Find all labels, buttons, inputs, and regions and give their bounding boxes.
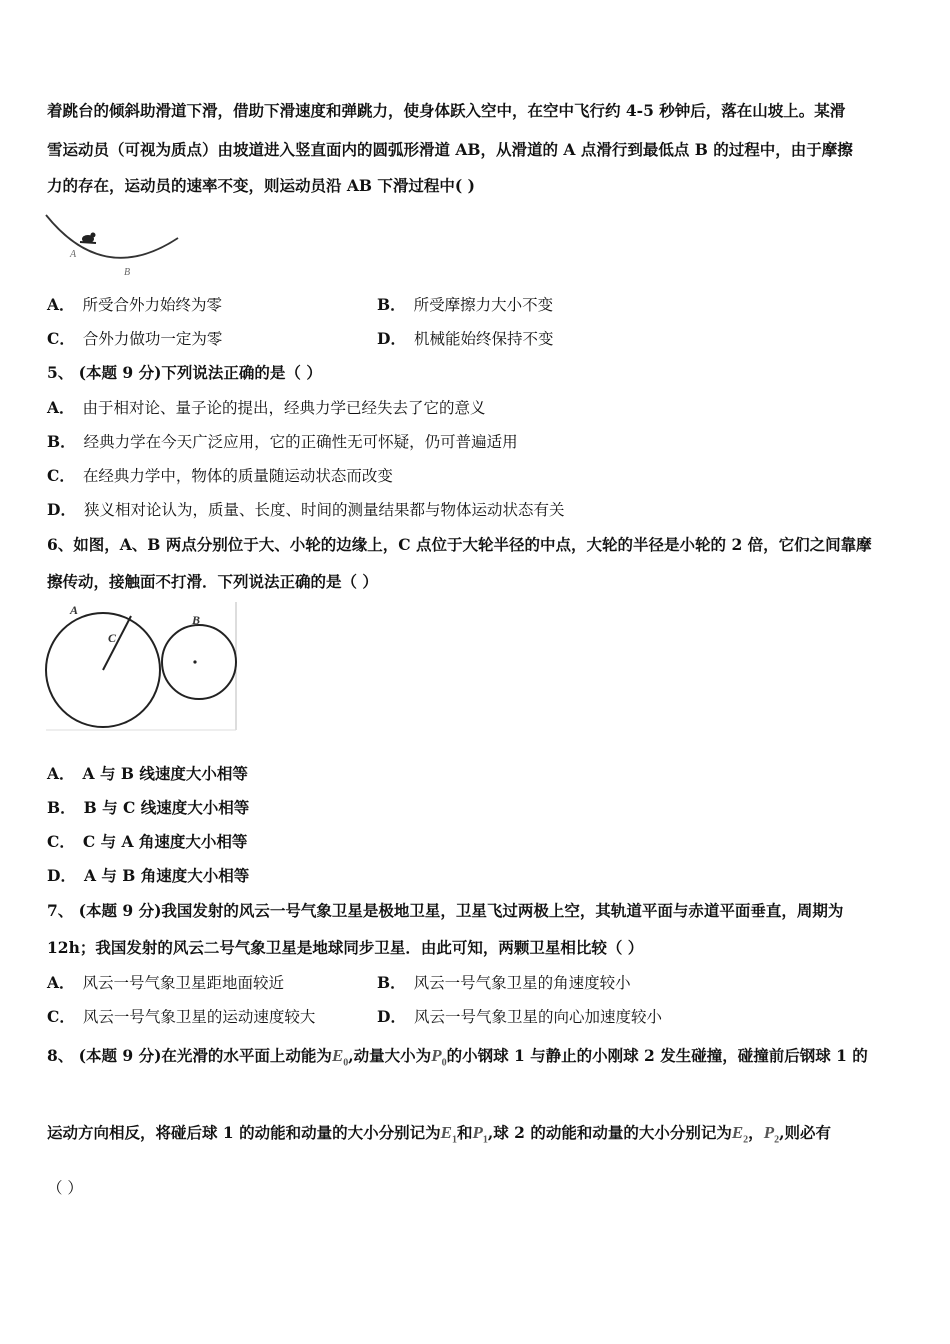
symbol-E1: $E_1$ [440, 1123, 457, 1146]
q4-fig-label-a: A [70, 249, 77, 260]
q6-option-a: A． A 与 B 线速度大小相等 [47, 764, 248, 783]
symbol-P1: $P_1$ [472, 1123, 488, 1146]
q7-option-c: C． 风云一号气象卫星的运动速度较大 [47, 1007, 316, 1026]
q7-stem-line-1: 7、 (本题 9 分)我国发射的风云一号气象卫星是极地卫星，卫星飞过两极上空，其轨道平面与赤道平面垂直，周期为 [47, 901, 844, 920]
q4-option-d: D． 机械能始终保持不变 [377, 329, 554, 348]
symbol-P0: $P_0$ [431, 1046, 447, 1069]
q4-stem-line-1: 着跳台的倾斜助滑道下滑，借助下滑速度和弹跳力，使身体跃入空中，在空中飞行约 4-5 秒钟后，落在山坡上。某滑 [47, 101, 846, 120]
q5-option-c: C． 在经典力学中，物体的质量随运动状态而改变 [47, 466, 393, 485]
q7-option-d: D． 风云一号气象卫星的向心加速度较小 [377, 1007, 662, 1026]
q4-stem-line-2: 雪运动员（可视为质点）由坡道进入竖直面内的圆弧形滑道 AB，从滑道的 A 点滑行到最低点 B 的过程中，由于摩擦 [47, 140, 853, 159]
q6-option-b: B． B 与 C 线速度大小相等 [47, 798, 250, 817]
q6-wheels-figure [44, 600, 240, 734]
q6-option-c: C． C 与 A 角速度大小相等 [47, 832, 248, 851]
q4-option-b: B． 所受摩擦力大小不变 [377, 295, 554, 314]
q7-option-b: B． 风云一号气象卫星的角速度较小 [377, 973, 631, 992]
q8-stem-line-1: 8、 (本题 9 分)在光滑的水平面上动能为$E_0$,动量大小为$P_0$的小钢球 1 与静止的小刚球 2 发生碰撞，碰撞前后钢球 1 的 [47, 1046, 868, 1069]
q5-option-b: B． 经典力学在今天广泛应用，它的正确性无可怀疑，仍可普遍适用 [47, 432, 518, 451]
q4-option-a: A． 所受合外力始终为零 [47, 295, 223, 314]
q4-fig-label-b: B [124, 267, 131, 278]
q8-answer-paren: （ ） [47, 1179, 83, 1197]
symbol-P2: $P_2$ [763, 1123, 780, 1146]
q5-stem: 5、 (本题 9 分)下列说法正确的是（ ） [47, 363, 322, 382]
q6-stem-line-2: 擦传动，接触面不打滑．下列说法正确的是（ ） [47, 572, 378, 591]
small-wheel [162, 625, 236, 699]
q6-fig-label-c: C [108, 631, 117, 645]
q7-stem-line-2: 12h；我国发射的风云二号气象卫星是地球同步卫星．由此可知，两颗卫星相比较（ ） [47, 938, 644, 957]
skier-icon [80, 233, 96, 244]
q6-stem-line-1: 6、如图，A、B 两点分别位于大、小轮的边缘上，C 点位于大轮半径的中点，大轮的半径是小轮的 2 倍，它们之间靠摩 [47, 535, 872, 554]
q4-ski-slope-figure [44, 212, 184, 282]
symbol-E2: $E_2$ [731, 1123, 749, 1146]
symbol-E0: $E_0$ [331, 1046, 349, 1069]
q6-fig-label-b: B [192, 613, 201, 627]
q7-option-a: A． 风云一号气象卫星距地面较近 [47, 973, 285, 992]
q4-option-c: C． 合外力做功一定为零 [47, 329, 223, 348]
q4-stem-line-3: 力的存在，运动员的速率不变，则运动员沿 AB 下滑过程中( ) [47, 176, 475, 195]
q8-stem-line-2: 运动方向相反，将碰后球 1 的动能和动量的大小分别记为$E_1$和$P_1$,球 2 的动能和动量的大小分别记为$E_2$，$P_2$,则必有 [47, 1123, 831, 1146]
q5-option-d: D． 狭义相对论认为，质量、长度、时间的测量结果都与物体运动状态有关 [47, 500, 565, 519]
q5-option-a: A． 由于相对论、量子论的提出，经典力学已经失去了它的意义 [47, 398, 486, 417]
q6-fig-label-a: A [70, 603, 79, 617]
q6-option-d: D． A 与 B 角速度大小相等 [47, 866, 250, 885]
